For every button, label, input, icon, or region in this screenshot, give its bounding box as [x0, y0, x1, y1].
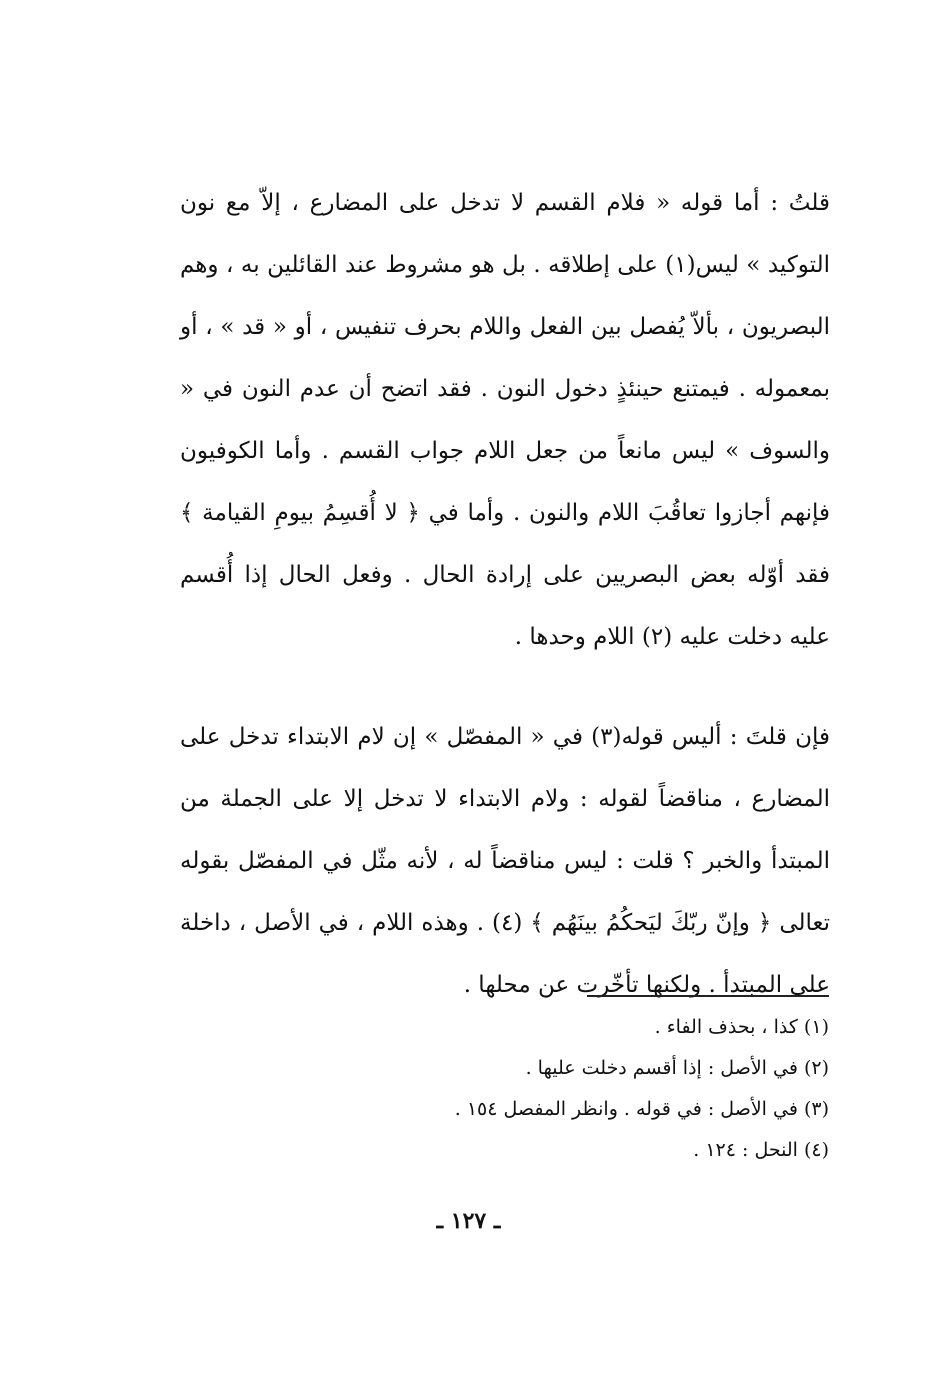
paragraph-2: فإن قلتَ : أليس قوله(٣) في « المفصّل » إن لام الابتداء تدخل على المضارع ، مناقضاً لقوله : ولام الابتداء لا تدخل إلا على الجملة من المبتدأ والخبر ؟ قلت : ليس مناقضاً له ، لأنه مثّل في المفصّل بقوله تعالى ﴿ وإنّ ربّكَ ليَحكُمُ بينَهُم ﴾ (٤) . وهذه اللام ، في الأصل ، داخلة على المبتدأ . ولكنها تأخّرت عن محلها . [180, 724, 830, 998]
footnote-1: (١) كذا ، بحذف الفاء . [654, 1016, 829, 1038]
main-text [180, 172, 830, 1016]
footnote-3: (٣) في الأصل : في قوله . وانظر المفصل ١٥٤ . [454, 1098, 829, 1120]
footnote-2: (٢) في الأصل : إذا أقسم دخلت عليها . [525, 1057, 829, 1079]
footnote-separator [587, 995, 829, 997]
footnotes [329, 1007, 829, 1171]
page-number: ـ ١٢٧ ـ [436, 1208, 501, 1234]
footnote-4: (٤) النحل : ١٢٤ . [693, 1139, 829, 1161]
paragraph-1: قلتُ : أما قوله « فلام القسم لا تدخل على المضارع ، إلاّ مع نون التوكيد » ليس(١) على إطلاقه . بل هو مشروط عند القائلين به ، وهم البصريون ، بألاّ يُفصل بين الفعل واللام بحرف تنفيس ، أو « قد » ، أو بمعموله . فيمتنع حينئذٍ دخول النون . فقد اتضح أن عدم النون في « والسوف » ليس مانعاً من جعل اللام جواب القسم . وأما الكوفيون فإنهم أجازوا تعاقُبَ اللام والنون . وأما في ﴿ لا أُقسِمُ بيومِ القيامة ﴾ فقد أوّله بعض البصريين على إرادة الحال . وفعل الحال إذا أُقسم عليه دخلت عليه (٢) اللام وحدها . [180, 190, 831, 650]
